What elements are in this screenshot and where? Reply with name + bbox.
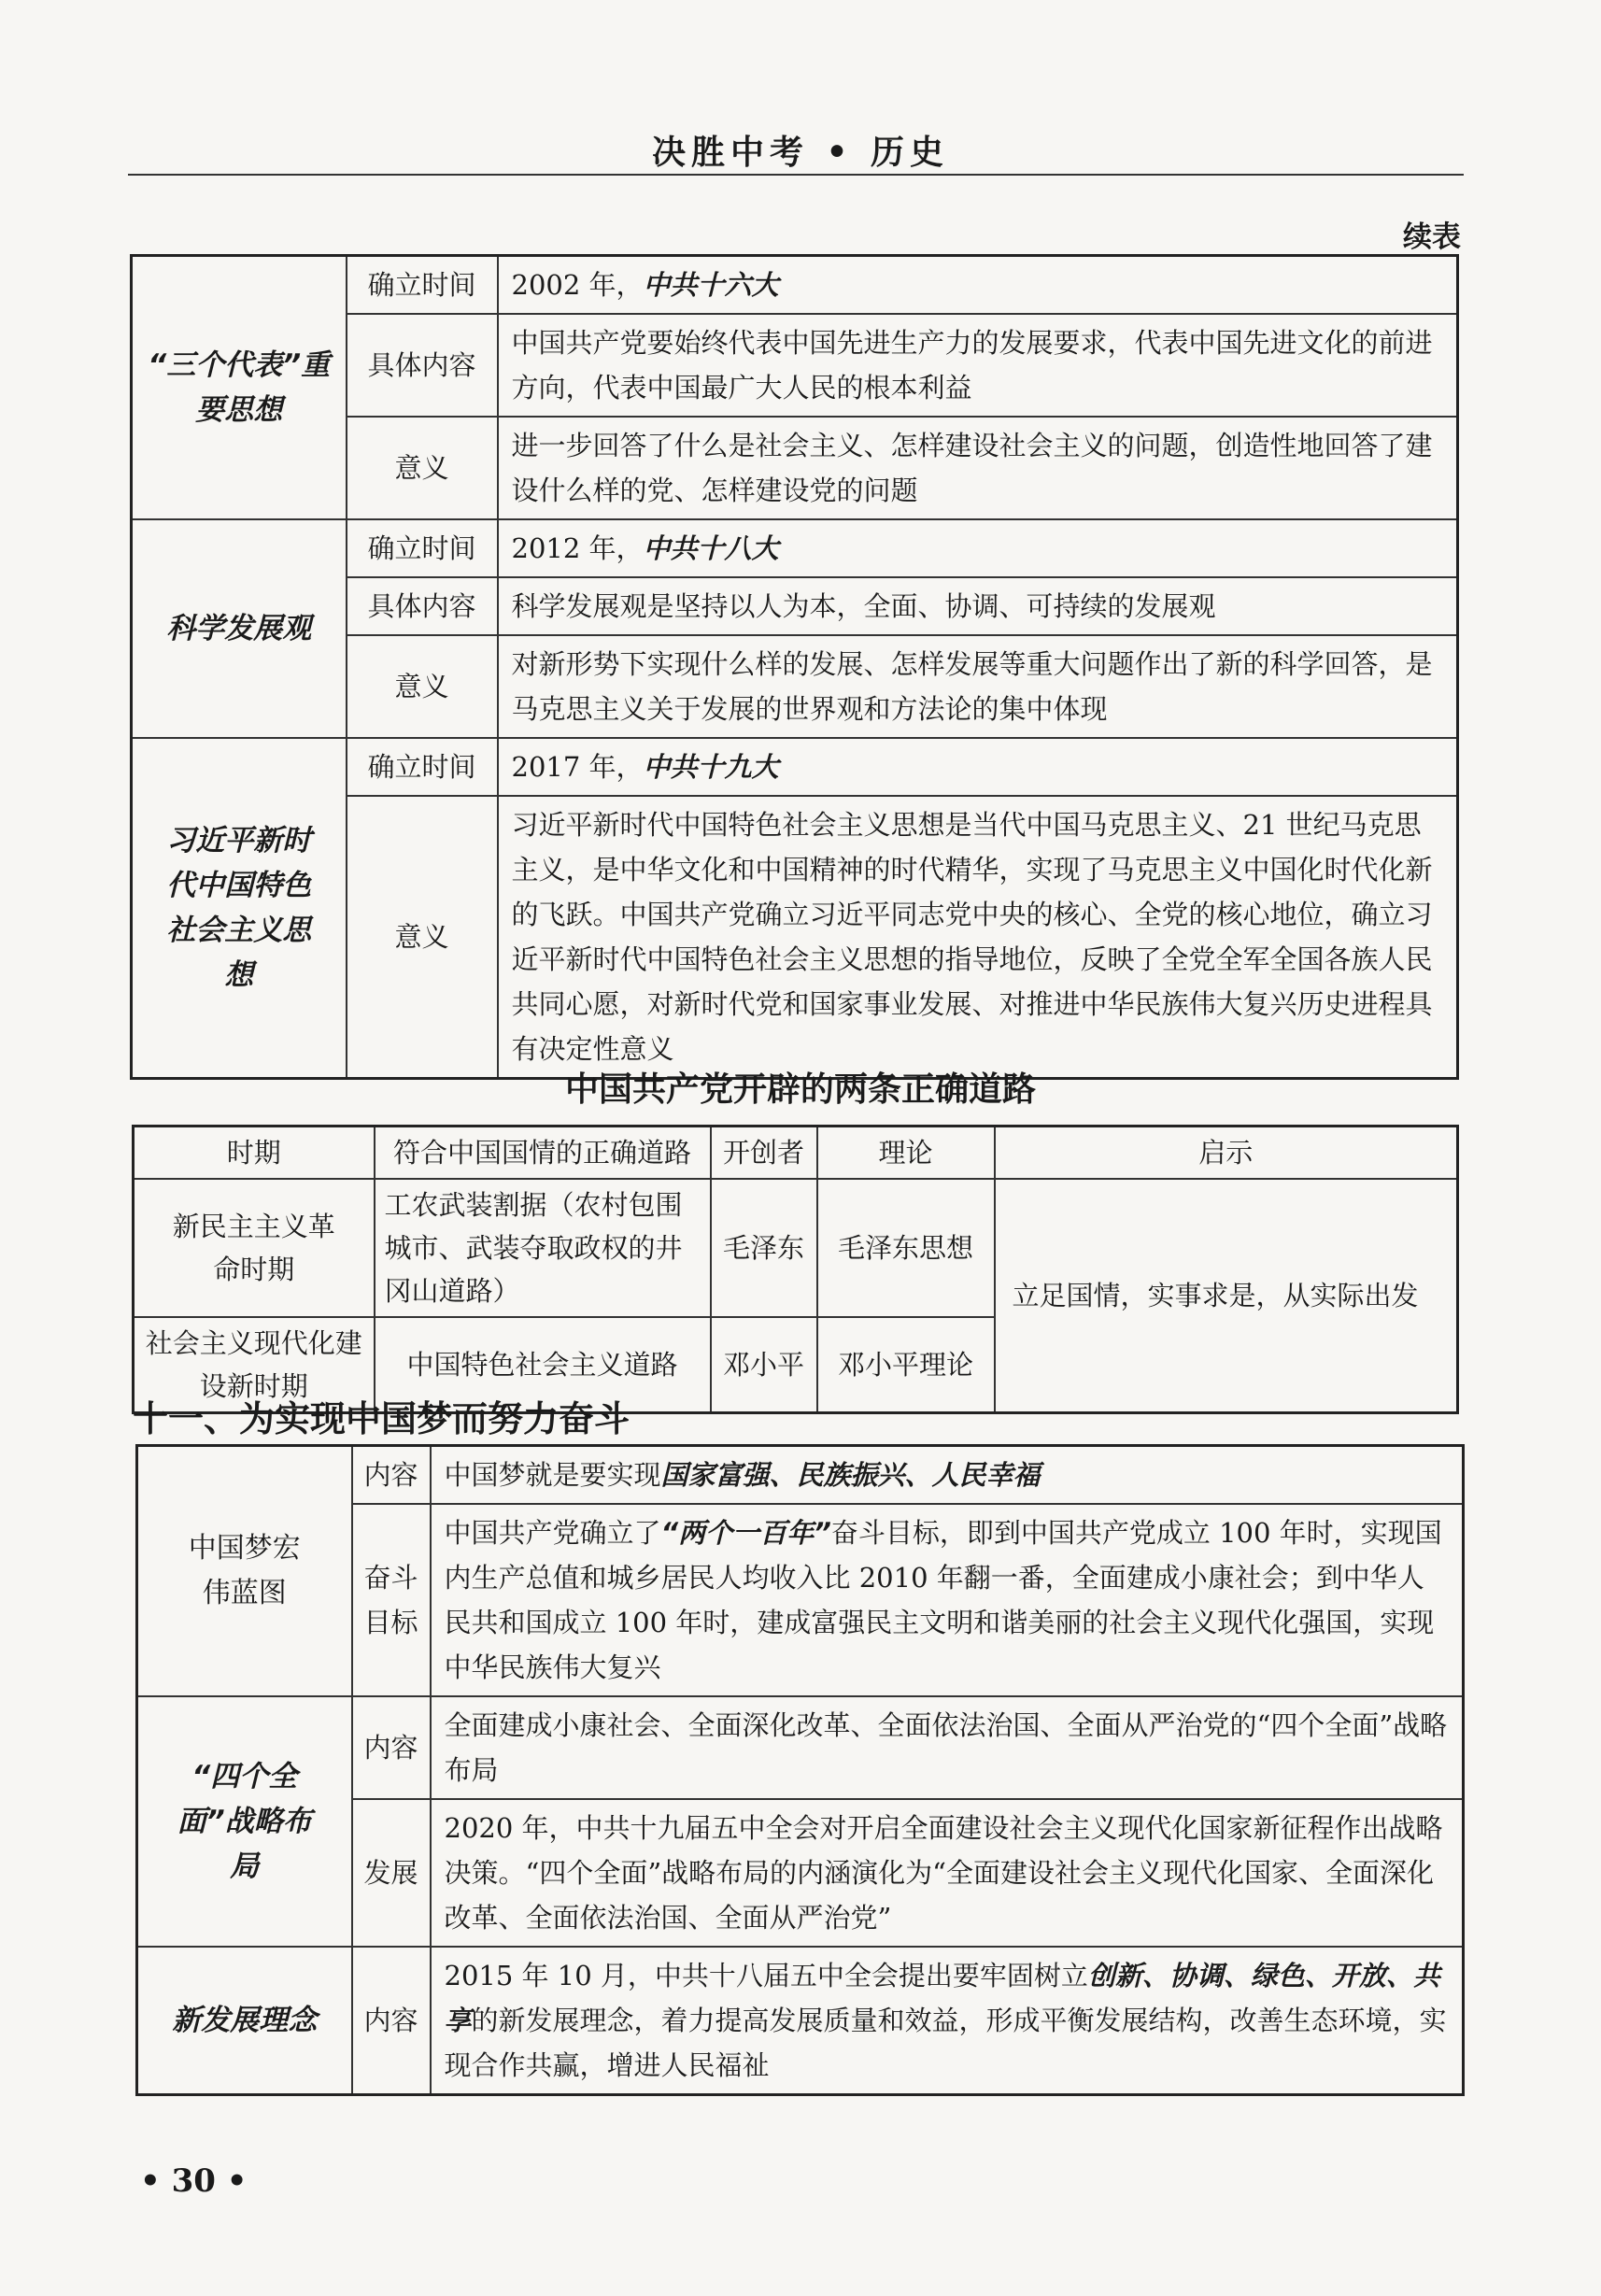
column-header: 启示 [995,1127,1458,1180]
row-label: 奋斗目标 [352,1504,431,1696]
text-segment: 2015 年 10 月，中共十八届五中全会提出要牢固树立 [444,1960,1088,1991]
founder-cell: 邓小平 [711,1317,817,1413]
theory-cell: 邓小平理论 [817,1317,995,1413]
goal-cell [431,1504,1464,1696]
table-row [132,738,1458,796]
row-label: 意义 [347,417,498,519]
category-scientific-outlook: 科学发展观 [132,519,347,738]
page-header-title: 决胜中考 • 历史 [651,133,950,172]
meaning-cell: 对新形势下实现什么样的发展、怎样发展等重大问题作出了新的科学回答，是马克思主义关于发展的世界观和方法论的集中体现 [498,635,1458,738]
emphasis-text: 创新、协调、绿色、开放、共享 [444,1960,1440,2036]
establish-time-cell [498,519,1458,577]
theory-table [130,254,1459,1080]
row-label: 意义 [347,635,498,738]
row-label: 发展 [352,1799,431,1947]
development-cell: 2020 年，中共十九届五中全会对开启全面建设社会主义现代化国家新征程作出战略决策。“四个全面”战略布局的内涵演化为“全面建设社会主义现代化国家、全面深化改革、全面依法治国、全面从严治党” [431,1799,1464,1947]
content-cell: 中国共产党要始终代表中国先进生产力的发展要求，代表中国先进文化的前进方向，代表中国最广大人民的根本利益 [498,314,1458,417]
content-cell [431,1947,1464,2095]
section-heading: 十一、为实现中国梦而努力奋斗 [133,1398,630,1439]
row-label: 具体内容 [347,314,498,417]
time-event: 中共十九大 [643,751,779,783]
text-segment: 中国梦就是要实现 [444,1459,661,1491]
table-row [137,1947,1464,2095]
table-row [137,1696,1464,1799]
establish-time-cell [498,256,1458,315]
header-rule [128,174,1464,176]
row-label: 内容 [352,1947,431,2095]
column-header: 符合中国国情的正确道路 [375,1127,711,1180]
row-label: 具体内容 [347,577,498,635]
period-cell: 社会主义现代化建设新时期 [134,1317,375,1413]
table-row [134,1179,1458,1317]
column-header: 时期 [134,1127,375,1180]
paths-table-title: 中国共产党开辟的两条正确道路 [564,1070,1036,1109]
insight-cell: 立足国情，实事求是，从实际出发 [995,1179,1458,1413]
text-segment: 的新发展理念，着力提高发展质量和效益，形成平衡发展结构，改善生态环境，实现合作共赢，增进人民福祉 [444,2005,1447,2081]
content-cell [431,1446,1464,1505]
row-label: 内容 [352,1446,431,1505]
row-label: 确立时间 [347,738,498,796]
category-new-development-concept: 新发展理念 [137,1947,352,2095]
text-segment: 中国共产党确立了 [444,1517,661,1549]
meaning-cell: 习近平新时代中国特色社会主义思想是当代中国马克思主义、21 世纪马克思主义，是中华文化和中国精神的时代精华，实现了马克思主义中国化时代化新的飞跃。中国共产党确立习近平同志党中央的核心、全党的核心地位，确立习近平新时代中国特色社会主义思想的指导地位，反映了全党全军全国各族人民共同心愿，对新时代党和国家事业发展、对推进中华民族伟大复兴历史进程具有决定性意义 [498,796,1458,1079]
path-cell: 工农武装割据（农村包围城市、武装夺取政权的井冈山道路） [375,1179,711,1317]
header-row [134,1127,1458,1180]
emphasis-text: “两个一百年” [660,1517,831,1549]
content-cell: 科学发展观是坚持以人为本，全面、协调、可持续的发展观 [498,577,1458,635]
meaning-cell: 进一步回答了什么是社会主义、怎样建设社会主义的问题，创造性地回答了建设什么样的党、怎样建设党的问题 [498,417,1458,519]
category-four-comprehensives: “四个全面”战略布局 [137,1696,352,1947]
time-year: 2012 年， [511,532,644,564]
category-three-represents: “三个代表”重要思想 [132,256,347,520]
row-label: 意义 [347,796,498,1079]
time-event: 中共十八大 [643,532,779,564]
theory-cell: 毛泽东思想 [817,1179,995,1317]
row-label: 内容 [352,1696,431,1799]
content-cell: 全面建成小康社会、全面深化改革、全面依法治国、全面从严治党的“四个全面”战略布局 [431,1696,1464,1799]
time-year: 2017 年， [511,751,644,783]
chinese-dream-table [135,1444,1465,2096]
column-header: 开创者 [711,1127,817,1180]
table-row [132,256,1458,315]
category-chinese-dream: 中国梦宏伟蓝图 [137,1446,352,1697]
table-row [137,1446,1464,1505]
column-header: 理论 [817,1127,995,1180]
period-cell: 新民主主义革命时期 [134,1179,375,1317]
continued-label: 续表 [1403,220,1461,254]
time-year: 2002 年， [511,269,644,301]
paths-table [132,1125,1459,1414]
row-label: 确立时间 [347,256,498,315]
time-event: 中共十六大 [643,269,779,301]
text-segment: 奋斗目标，即到中国共产党成立 100 年时，实现国内生产总值和城乡居民人均收入比 2010 年翻一番，全面建成小康社会；到中华人民共和国成立 100 年时，建成富强民主文明和谐美丽的社会主义现代化强国，实现中华民族伟大复兴 [444,1517,1442,1683]
table-row [132,519,1458,577]
establish-time-cell [498,738,1458,796]
row-label: 确立时间 [347,519,498,577]
emphasis-text: 国家富强、民族振兴、人民幸福 [660,1459,1041,1491]
page-number: • 30 • [140,2162,248,2200]
founder-cell: 毛泽东 [711,1179,817,1317]
path-cell: 中国特色社会主义道路 [375,1317,711,1413]
category-xi-thought: 习近平新时代中国特色社会主义思想 [132,738,347,1079]
